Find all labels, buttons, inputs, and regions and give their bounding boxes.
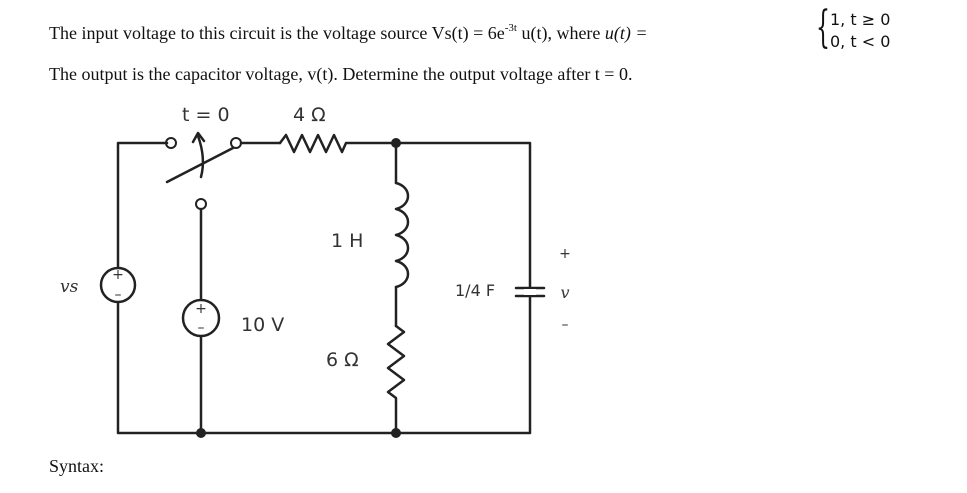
resistor-6ohm-label: 6 Ω: [326, 349, 359, 371]
unit-step-symbol: u(t) =: [604, 23, 648, 43]
problem-statement-line2: The output is the capacitor voltage, v(t). Determine the output voltage after t = 0.: [49, 64, 633, 84]
syntax-label: Syntax:: [49, 456, 105, 476]
resistor-4ohm: [280, 135, 396, 152]
vs-plus: +: [112, 267, 124, 283]
case-two: 0, t < 0: [830, 32, 891, 51]
cap-plus-label: +: [559, 246, 571, 262]
switch-contact-right: [231, 138, 241, 148]
line1-text-a: The input voltage to this circuit is the voltage source Vs(t) = 6e: [49, 23, 505, 43]
node-bottom-right: [391, 428, 401, 438]
case-one: 1, t ≥ 0: [830, 10, 891, 29]
node-bottom-left: [196, 428, 206, 438]
switch-contact-bottom: [196, 199, 206, 209]
dc-plus: +: [195, 301, 207, 317]
brace-icon: {: [816, 2, 830, 53]
cap-v-label: v: [560, 283, 570, 302]
line1-text-b: u(t), where: [516, 23, 605, 43]
inductor-label: 1 H: [331, 230, 364, 252]
node-top: [391, 138, 401, 148]
switch-arrow-stem: [198, 136, 203, 177]
exponent: -3t: [504, 22, 517, 34]
resistor-6ohm: [388, 326, 404, 433]
capacitor-label: 1/4 F: [455, 281, 496, 300]
inductor-coil: [396, 183, 408, 287]
switch-label: t = 0: [182, 104, 230, 126]
wire-left: [118, 143, 167, 268]
vs-minus: –: [114, 287, 122, 303]
source-vs-label: vs: [60, 277, 79, 297]
source-10v-label: 10 V: [241, 314, 285, 336]
dc-minus: –: [197, 320, 205, 336]
resistor-4ohm-label: 4 Ω: [293, 104, 326, 126]
cap-minus-label: –: [561, 317, 569, 333]
